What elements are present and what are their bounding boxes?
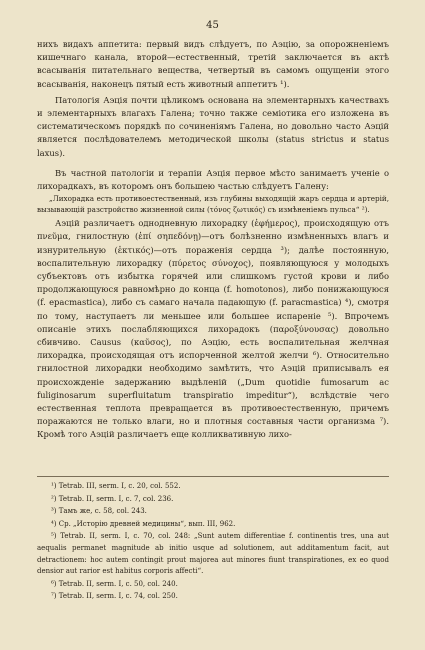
footnote-7: ⁷) Tetrab. II, serm. I, c. 74, col. 250. — [51, 592, 178, 601]
fever-definition-quote: „Лихорадка есть противоестественный, изъ глубины выходящій жаръ сердца и артерій, вызывающій разстройство жизненной силы (τόνος ζωτικός) съ измѣненіемъ пульса“ ²). — [37, 194, 389, 214]
page-number: 45 — [206, 20, 219, 31]
footnote-1: ¹) Tetrab. III, serm. I, c. 20, col. 552. — [51, 482, 181, 490]
paragraph-pathology: Патологія Аэція почти цѣликомъ основана на элементарныхъ качествахъ и элементарныхъ влагахъ Галена; точно также семіотика его изложена въ систематическомъ порядкѣ по сочиненіямъ Галена, но довольно часто Аэцій является послѣдователемъ методической школы (status strictus и status laxus). — [37, 94, 389, 158]
footnote-5: ⁵) Tetrab. II, serm. I, c. 70, col. 248: „Sunt autem differentiae f. continentis tres, una aut aequalis permanet magnitude ab initio usque ad solutionem, aut additamentum facit, aut detractionem: hoc autem contingit prout majorea aut minores fiunt transpirationes, ex eo quod densior aut rarior est habitus corporis affecti“. — [37, 532, 389, 576]
footnotes — [37, 476, 389, 603]
footnote-2: ²) Tetrab. II, serm. I, c. 7, col. 236. — [51, 494, 174, 503]
paragraph-fevers-intro: Въ частной патологіи и терапіи Аэція первое мѣсто занимаетъ ученіе о лихорадкахъ, въ которомъ онъ большею частью слѣдуетъ Галену: — [37, 167, 389, 192]
body-text — [37, 38, 389, 442]
footnote-6: ⁶) Tetrab. II, serm. I, c. 50, col. 240. — [51, 579, 178, 588]
footnote-4: ⁴) Ср. „Исторію древней медицины“, вып. III, 962. — [51, 519, 236, 528]
paragraph-appetite: нихъ видахъ аппетита: первый видъ слѣдуетъ, по Аэцію, за опорожненіемъ кишечнаго канала, второй—естественный, третій заключается въ актѣ всасыванія питательнаго вещества, четвертый въ самомъ ощущеніи этого всасыванія, наконецъ пятый есть животный аппетитъ ¹). — [37, 39, 389, 89]
paragraph-fever-types: Аэцій различаетъ однодневную лихорадку (ἐφήμερος), происходящую отъ πνεῦμα, гнилостную (ἐπί σηπεδόνῃ)—отъ болѣзненно измѣненныхъ влагъ и изнурительную (ἑκτικός)—отъ пораженія сердца ³); далѣе постоянную, воспалительную лихорадку (πύρετος σύνοχος), появляющуюся у молодыхъ субъектовъ отъ избытка горячей или слишкомъ густой крови и либо продолжающуюся равномѣрно до конца (f. homotonos), либо понижающуюся (f. epacmastica), либо съ самаго начала падающую (f. paracmastica) ⁴), смотря по тому, наступаетъ ли меньшее или большее испареніе ⁵). Впрочемъ описаніе этихъ послабляющихся лихорадокъ (παροξύνουσας) довольно сбивчиво. Causus (καῦσος), по Аэцію, есть воспалительная желчная лихорадка, происходящая отъ испорченной желтой желчи ⁶). Относительно гнилостной лихорадки необходимо замѣтить, что Аэцій приписывалъ ея происхожденіе задержанию выдѣленій („Dum quotidie fumosarum ac fuliginosarum superfluitatum transpiratio impeditur“), вслѣдствіе чего естественная теплота превращается въ противоестественную, причемъ поражаются не только влаги, но и плотныя составныя части организма ⁷). Кромѣ того Аэцій различаетъ еще колликвативную лихо- — [37, 218, 389, 440]
footnote-3: ³) Тамъ же, c. 58, col. 243. — [51, 507, 147, 516]
